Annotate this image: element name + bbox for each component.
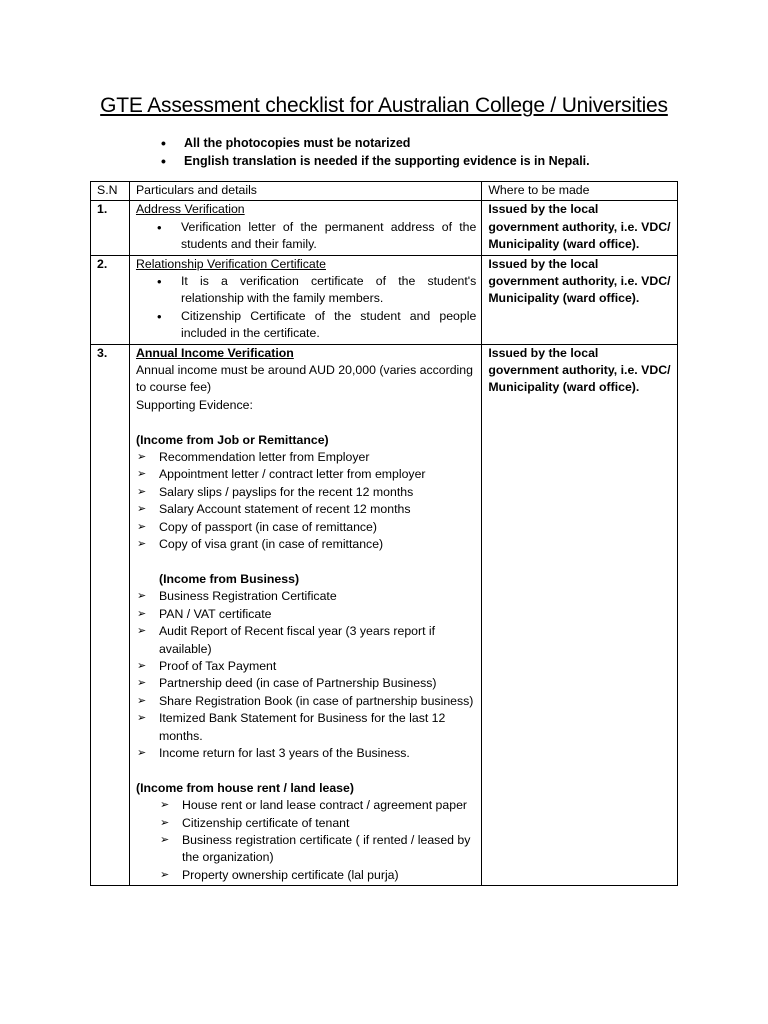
job-income-heading: (Income from Job or Remittance) (135, 432, 329, 447)
document-title: GTE Assessment checklist for Australian College / Universities (100, 94, 668, 117)
row-number: 1. (91, 201, 130, 255)
row-number: 3. (91, 344, 130, 886)
arrow-bullet-icon: ➢ (136, 677, 147, 690)
list-item: ➢ Copy of visa grant (in case of remittance) (136, 536, 476, 553)
bullet-list (136, 219, 476, 254)
table-header-row (91, 182, 678, 201)
bullet-list (136, 273, 476, 343)
row-particulars (129, 255, 481, 344)
notes-list (158, 134, 590, 170)
row-heading: Relationship Verification Certificate (135, 256, 326, 271)
arrow-bullet-icon: ➢ (136, 520, 147, 533)
arrow-bullet-icon: ➢ (136, 485, 147, 498)
table-row (91, 201, 678, 255)
arrow-bullet-icon: ➢ (136, 451, 147, 464)
table-row (91, 344, 678, 886)
arrow-bullet-icon: ➢ (136, 746, 147, 759)
arrow-bullet-icon: ➢ (136, 538, 147, 551)
row-where: Issued by the local government authority, i.e. VDC/ Municipality (ward office). (482, 344, 678, 886)
arrow-bullet-icon: ➢ (136, 625, 147, 638)
row-where: Issued by the local government authority, i.e. VDC/ Municipality (ward office). (482, 255, 678, 344)
list-item: ➢ Income return for last 3 years of the Business. (136, 745, 476, 762)
row-heading: Annual Income Verification (135, 345, 294, 360)
arrow-bullet-icon: ➢ (136, 659, 147, 672)
list-item: ➢ Property ownership certificate (lal purja) (136, 867, 476, 884)
row-heading: Address Verification (135, 202, 245, 217)
arrow-bullet-icon: ➢ (159, 816, 170, 829)
list-item: • It is a verification certificate of the student's relationship with the family members. (136, 273, 476, 308)
list-item: ➢ Citizenship certificate of tenant (136, 815, 476, 832)
list-item: ➢ Appointment letter / contract letter from employer (136, 466, 476, 483)
job-income-list (136, 449, 476, 553)
list-item: ➢ Salary Account statement of recent 12 months (136, 501, 476, 518)
list-item: ➢ Business registration certificate ( if rented / leased by the organization) (159, 832, 471, 865)
list-item: • Verification letter of the permanent address of the students and their family. (136, 219, 476, 254)
row-particulars (129, 201, 481, 255)
list-item: ➢ House rent or land lease contract / agreement paper (136, 797, 476, 814)
list-item: ➢ Salary slips / payslips for the recent 12 months (136, 484, 476, 501)
list-item: ➢ Partnership deed (in case of Partnership Business) (136, 675, 476, 692)
row-number: 2. (91, 255, 130, 344)
header-particulars: Particulars and details (129, 182, 481, 201)
arrow-bullet-icon: ➢ (136, 503, 147, 516)
list-item: ➢ Audit Report of Recent fiscal year (3 years report if available) (136, 624, 436, 656)
income-intro: Annual income must be around AUD 20,000 (varies according to course fee) (135, 363, 473, 395)
row-particulars (129, 344, 481, 886)
table-row (91, 255, 678, 344)
row-where: Issued by the local government authority, i.e. VDC/ Municipality (ward office). (482, 201, 678, 255)
arrow-bullet-icon: ➢ (136, 712, 147, 725)
list-item: ➢ PAN / VAT certificate (136, 606, 476, 623)
arrow-bullet-icon: ➢ (159, 833, 170, 846)
list-item: ➢ Itemized Bank Statement for Business for the last 12 months. (136, 711, 446, 743)
list-item: • Citizenship Certificate of the student and people included in the certificate. (136, 308, 476, 343)
arrow-bullet-icon: ➢ (136, 694, 147, 707)
business-income-heading: (Income from Business) (158, 571, 300, 586)
list-item: ➢ Share Registration Book (in case of partnership business) (136, 693, 476, 710)
header-sn: S.N (91, 182, 130, 201)
business-income-list (136, 588, 476, 762)
list-item: ➢ Business Registration Certificate (136, 588, 476, 605)
header-where: Where to be made (482, 182, 678, 201)
arrow-bullet-icon: ➢ (136, 607, 147, 620)
arrow-bullet-icon: ➢ (136, 468, 147, 481)
list-item: ➢ Copy of passport (in case of remittance) (136, 519, 476, 536)
rent-income-list (136, 797, 476, 884)
list-item: ➢ Proof of Tax Payment (136, 658, 476, 675)
checklist-table (90, 181, 678, 886)
note-item: • All the photocopies must be notarized (158, 134, 590, 152)
arrow-bullet-icon: ➢ (136, 590, 147, 603)
supporting-evidence-label: Supporting Evidence: (135, 397, 253, 412)
list-item: ➢ Recommendation letter from Employer (136, 449, 476, 466)
arrow-bullet-icon: ➢ (159, 868, 170, 881)
note-item: • English translation is needed if the supporting evidence is in Nepali. (158, 152, 590, 170)
arrow-bullet-icon: ➢ (159, 799, 170, 812)
rent-income-heading: (Income from house rent / land lease) (135, 780, 354, 795)
